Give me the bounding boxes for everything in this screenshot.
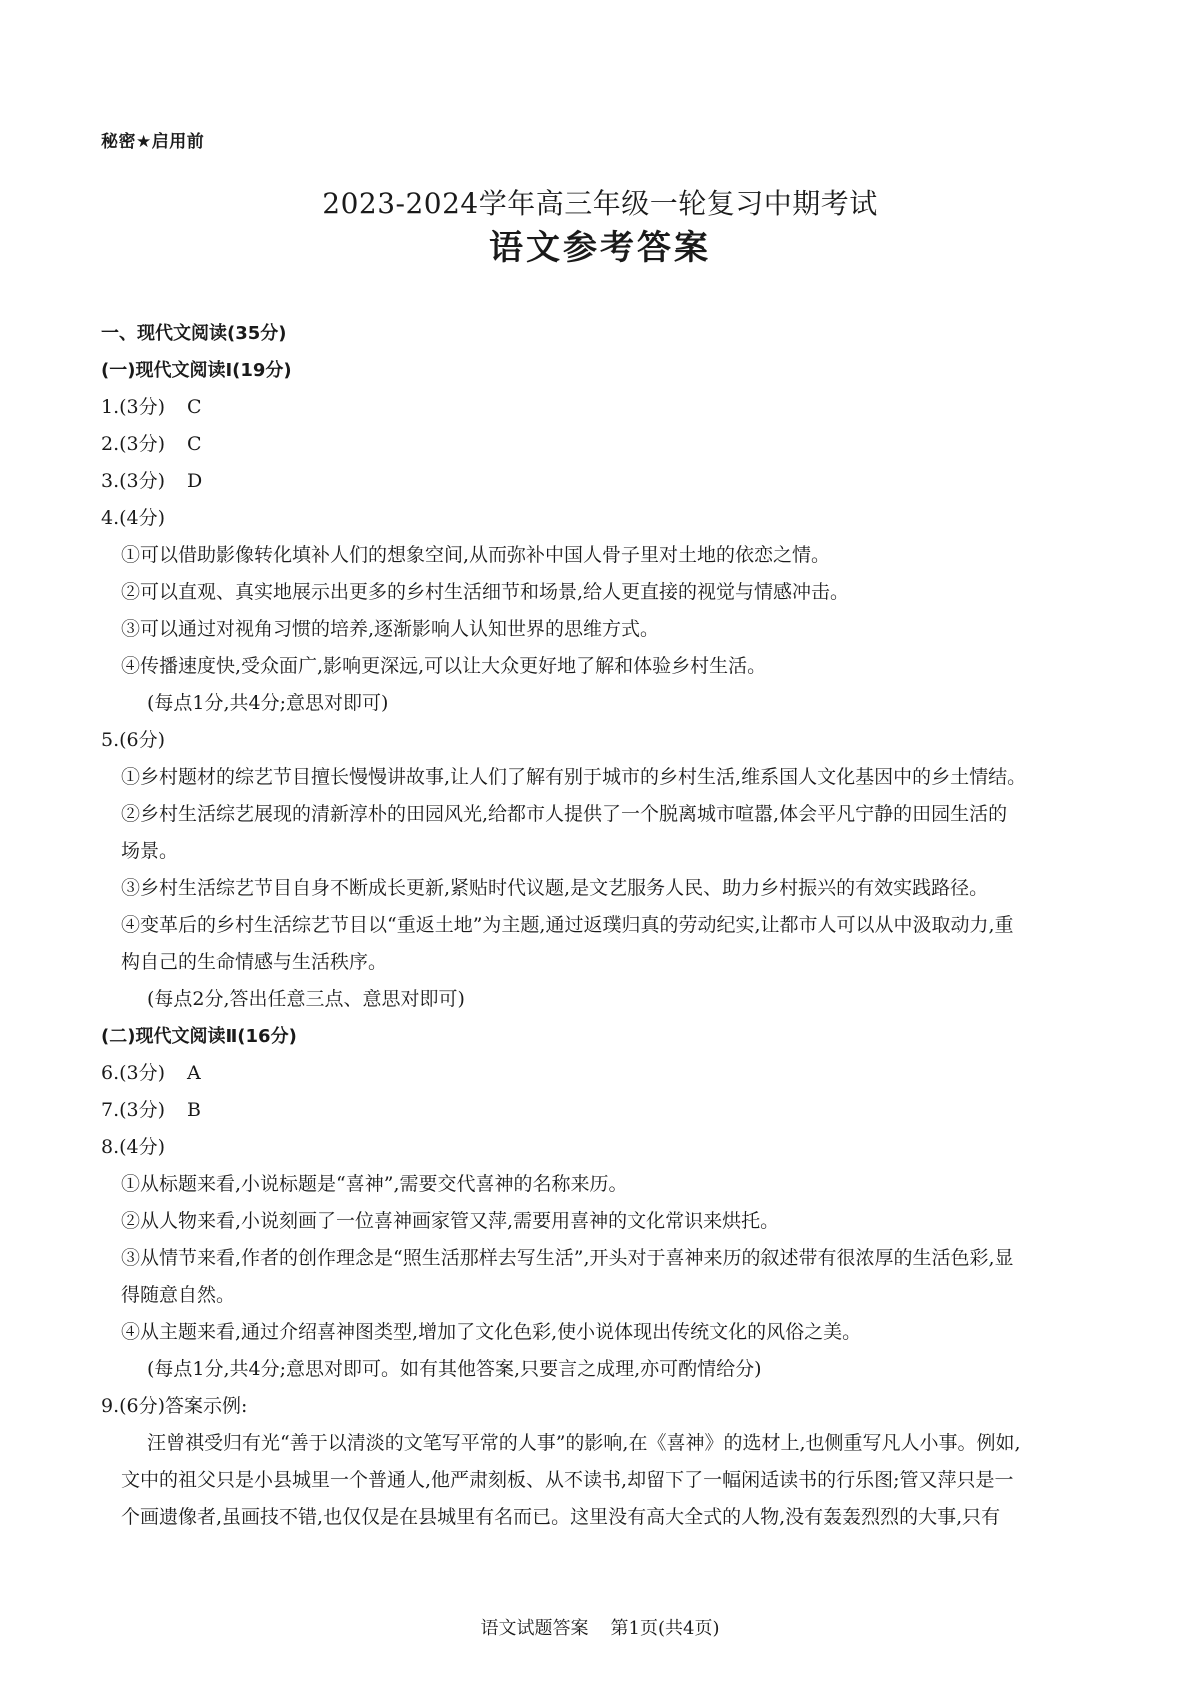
confidential-label: 秘密★启用前 bbox=[101, 132, 205, 152]
question-2 bbox=[101, 426, 1111, 463]
question-label: 7.(3分) bbox=[101, 1099, 166, 1121]
question-label: 1.(3分) bbox=[101, 396, 166, 418]
footer-page-number: 第1页(共4页) bbox=[610, 1618, 720, 1639]
scoring-note: (每点1分,共4分;意思对即可。如有其他答案,只要言之成理,亦可酌情给分) bbox=[147, 1358, 762, 1380]
answer-paragraph-line: 汪曾祺受归有光“善于以清淡的文笔写平常的人事”的影响,在《喜神》的选材上,也侧重写凡人小事。例如, bbox=[147, 1432, 1021, 1454]
section-heading: 一、现代文阅读(35分) bbox=[101, 323, 287, 344]
exam-subtitle: 语文参考答案 bbox=[489, 228, 711, 268]
question-8-label: 8.(4分) bbox=[101, 1136, 166, 1158]
scoring-note: (每点2分,答出任意三点、意思对即可) bbox=[147, 988, 465, 1010]
answer-point: ②可以直观、真实地展示出更多的乡村生活细节和场景,给人更直接的视觉与情感冲击。 bbox=[121, 581, 850, 603]
answer-point: 场景。 bbox=[121, 840, 179, 862]
question-1 bbox=[101, 389, 1111, 426]
question-label: 6.(3分) bbox=[101, 1062, 166, 1084]
question-label: 2.(3分) bbox=[101, 433, 166, 455]
question-6 bbox=[101, 1055, 1111, 1092]
answer-point: ③从情节来看,作者的创作理念是“照生活那样去写生活”,开头对于喜神来历的叙述带有很浓厚的生活色彩,显 bbox=[121, 1247, 1014, 1269]
answer-body bbox=[101, 315, 1111, 1536]
answer-paragraph-line: 个画遗像者,虽画技不错,也仅仅是在县城里有名而已。这里没有高大全式的人物,没有轰轰烈烈的大事,只有 bbox=[121, 1506, 1001, 1528]
answer-point: ③可以通过对视角习惯的培养,逐渐影响人认知世界的思维方式。 bbox=[121, 618, 660, 640]
page-footer bbox=[0, 1614, 1200, 1640]
answer-point: ④变革后的乡村生活综艺节目以“重返土地”为主题,通过返璞归真的劳动纪实,让都市人可以从中汲取动力,重 bbox=[121, 914, 1014, 936]
footer-doc-name: 语文试题答案 bbox=[480, 1618, 589, 1639]
answer-point: ②从人物来看,小说刻画了一位喜神画家管又萍,需要用喜神的文化常识来烘托。 bbox=[121, 1210, 780, 1232]
question-label: 3.(3分) bbox=[101, 470, 166, 492]
answer-paragraph-line: 文中的祖父只是小县城里一个普通人,他严肃刻板、从不读书,却留下了一幅闲适读书的行乐图;管又萍只是一 bbox=[121, 1469, 1014, 1491]
question-answer: C bbox=[187, 396, 202, 418]
answer-point: 构自己的生命情感与生活秩序。 bbox=[121, 951, 388, 973]
exam-title: 2023-2024学年高三年级一轮复习中期考试 bbox=[322, 187, 878, 220]
question-3 bbox=[101, 463, 1111, 500]
answer-point: ②乡村生活综艺展现的清新淳朴的田园风光,给都市人提供了一个脱离城市喧嚣,体会平凡宁静的田园生活的 bbox=[121, 803, 1008, 825]
answer-point: ①从标题来看,小说标题是“喜神”,需要交代喜神的名称来历。 bbox=[121, 1173, 628, 1195]
subsection-heading: (一)现代文阅读Ⅰ(19分) bbox=[101, 360, 292, 381]
subsection-heading: (二)现代文阅读Ⅱ(16分) bbox=[101, 1026, 297, 1047]
question-7 bbox=[101, 1092, 1111, 1129]
question-answer: D bbox=[187, 470, 203, 492]
answer-point: 得随意自然。 bbox=[121, 1284, 236, 1306]
answer-point: ①乡村题材的综艺节目擅长慢慢讲故事,让人们了解有别于城市的乡村生活,维系国人文化基因中的乡土情结。 bbox=[121, 766, 1027, 788]
question-4-label: 4.(4分) bbox=[101, 507, 166, 529]
question-answer: C bbox=[187, 433, 202, 455]
answer-point: ④从主题来看,通过介绍喜神图类型,增加了文化色彩,使小说体现出传统文化的风俗之美。 bbox=[121, 1321, 862, 1343]
question-9-label: 9.(6分)答案示例: bbox=[101, 1395, 248, 1417]
question-answer: A bbox=[187, 1062, 201, 1084]
scoring-note: (每点1分,共4分;意思对即可) bbox=[147, 692, 389, 714]
question-answer: B bbox=[187, 1099, 202, 1121]
answer-point: ①可以借助影像转化填补人们的想象空间,从而弥补中国人骨子里对土地的依恋之情。 bbox=[121, 544, 831, 566]
answer-point: ④传播速度快,受众面广,影响更深远,可以让大众更好地了解和体验乡村生活。 bbox=[121, 655, 767, 677]
answer-point: ③乡村生活综艺节目自身不断成长更新,紧贴时代议题,是文艺服务人民、助力乡村振兴的有效实践路径。 bbox=[121, 877, 989, 899]
question-5-label: 5.(6分) bbox=[101, 729, 166, 751]
